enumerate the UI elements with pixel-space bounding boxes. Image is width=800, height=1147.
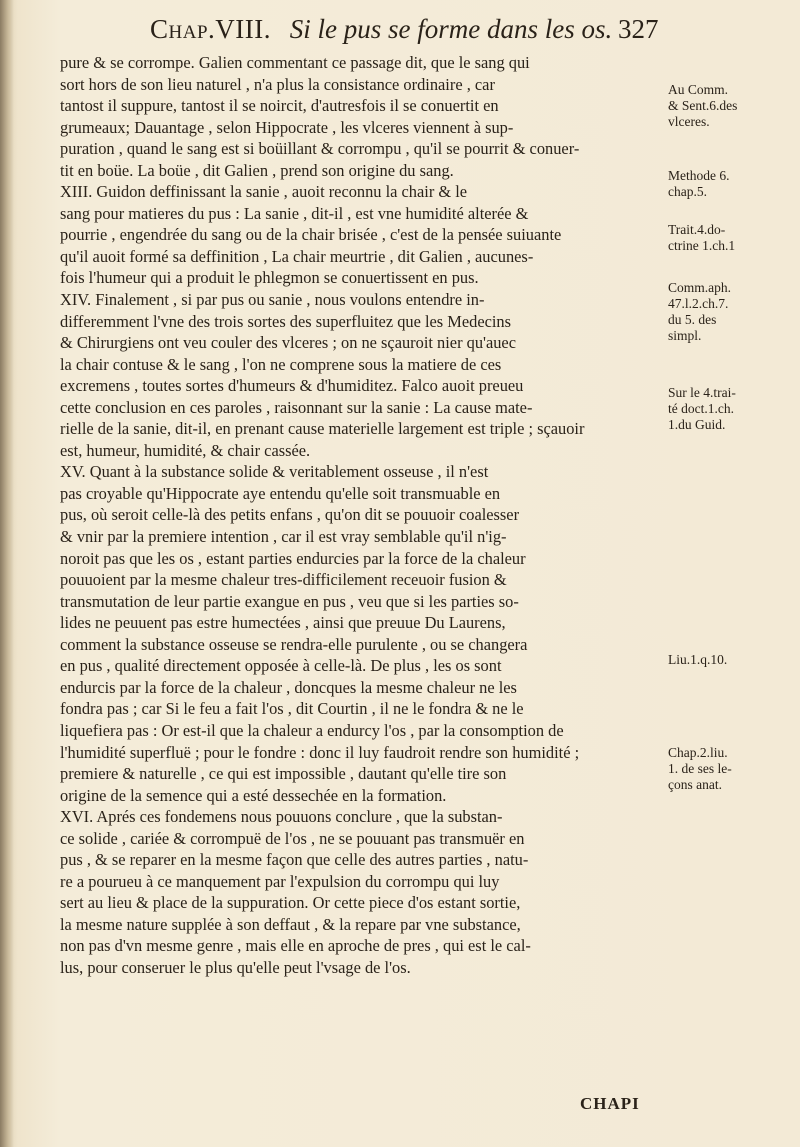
margin-note: Chap.2.liu. 1. de ses le- çons anat.	[668, 745, 732, 792]
text-line: XV. Quant à la substance solide & veritablement osseuse , il n'est	[60, 462, 489, 482]
margin-note: Trait.4.do- ctrine 1.ch.1	[668, 222, 736, 253]
catchword: CHAPI	[580, 1094, 640, 1113]
text-line: excremens , toutes sortes d'humeurs & d'humiditez. Falco auoit preueu	[60, 376, 524, 396]
text-line: endurcis par la force de la chaleur , doncques la mesme chaleur ne les	[60, 677, 517, 697]
text-line: ce solide , cariée & corrompuë de l'os , ne se pouuant pas transmuër en	[60, 828, 525, 848]
margin-note: Comm.aph. 47.l.2.ch.7. du 5. des simpl.	[668, 280, 731, 343]
text-line: XVI. Aprés ces fondemens nous pouuons conclure , que la substan-	[60, 807, 503, 827]
text-line: lides ne peuuent pas estre humectées , ainsi que preuue Du Laurens,	[60, 613, 506, 633]
text-line: tantost il suppure, tantost il se noircit, d'autresfois il se conuertit en	[60, 96, 499, 116]
text-line: rielle de la sanie, dit-il, en prenant cause materielle largement est triple ; sçauoir	[60, 419, 585, 439]
text-line: XIII. Guidon deffinissant la sanie , auoit reconnu la chair & le	[60, 182, 468, 202]
page-gutter	[0, 0, 14, 1147]
running-header	[150, 14, 670, 54]
text-line: origine de la semence qui a esté dessechée en la formation.	[60, 785, 447, 805]
text-line: sort hors de son lieu naturel , n'a plus la consistance ordinaire , car	[60, 74, 495, 94]
text-line: re a pourueu à ce manquement par l'expulsion du corrompu qui luy	[60, 871, 500, 891]
margin-note: Sur le 4.trai- té doct.1.ch. 1.du Guid.	[668, 385, 736, 432]
chapter-label: Chap.VIII.	[150, 14, 271, 44]
text-line: comment la substance osseuse se rendra-elle purulente , ou se changera	[60, 634, 528, 654]
text-line: la chair contuse & le sang , l'on ne comprene sous la matiere de ces	[60, 354, 502, 374]
text-line: pure & se corrompe. Galien commentant ce passage dit, que le sang qui	[60, 53, 530, 72]
text-line: qu'il auoit formé sa deffinition , La chair meurtrie , dit Galien , aucunes-	[60, 246, 534, 266]
text-line: differemment l'vne des trois sortes des superfluitez que les Medecins	[60, 311, 511, 331]
chapter-title: Si le pus se forme dans les os.	[289, 14, 613, 44]
text-line: en pus , qualité directement opposée à celle-là. De plus , les os sont	[60, 656, 502, 676]
text-line: puration , quand le sang est si boüillant & corrompu , qu'il se pourrit & conuer-	[60, 139, 580, 159]
margin-note: Methode 6. chap.5.	[668, 168, 730, 199]
margin-note: Liu.1.q.10.	[668, 652, 728, 667]
margin-note: Au Comm. & Sent.6.des vlceres.	[668, 82, 738, 129]
text-line: lus, pour conseruer le plus qu'elle peut l'vsage de l'os.	[60, 957, 411, 977]
text-line: premiere & naturelle , ce qui est impossible , dautant qu'elle tire son	[60, 764, 507, 784]
text-line: liquefiera pas : Or est-il que la chaleur a endurcy l'os , par la consomption de	[60, 720, 564, 740]
text-line: sert au lieu & place de la suppuration. Or cette piece d'os estant sortie,	[60, 893, 521, 913]
text-line: l'humidité superfluë ; pour le fondre : donc il luy faudroit rendre son humidité ;	[60, 742, 580, 762]
text-line: XIV. Finalement , si par pus ou sanie , nous voulons entendre in-	[60, 290, 485, 310]
text-line: pas croyable qu'Hippocrate aye entendu qu'elle soit transmuable en	[60, 483, 501, 503]
text-line: pus, où seroit celle-là des petits enfans , qu'on dit se pouuoir coalesser	[60, 505, 520, 525]
text-line: & Chirurgiens ont veu couler des vlceres ; on ne sçauroit nier qu'auec	[60, 333, 516, 353]
text-line: non pas d'vn mesme genre , mais elle en aproche de pres , qui est le cal-	[60, 936, 531, 956]
text-line: sang pour matieres du pus : La sanie , dit-il , est vne humidité alterée &	[60, 203, 529, 223]
text-line: pouuoient par la mesme chaleur tres-difficilement receuoir fusion &	[60, 570, 507, 590]
text-line: fondra pas ; car Si le feu a fait l'os , dit Courtin , il ne le fondra & ne le	[60, 699, 524, 719]
text-line: la mesme nature supplée à son deffaut , & la repare par vne substance,	[60, 914, 521, 934]
text-line: pus , & se reparer en la mesme façon que celle des autres parties , natu-	[60, 850, 529, 870]
text-line: transmutation de leur partie exangue en pus , veu que si les parties so-	[60, 591, 519, 611]
text-line: grumeaux; Dauantage , selon Hippocrate , les vlceres viennent à sup-	[60, 117, 514, 137]
text-line: pourrie , engendrée du sang ou de la chair brisée , c'est de la pensée suiuante	[60, 225, 562, 245]
text-line: & vnir par la premiere intention , car il est vray semblable qu'il n'ig-	[60, 527, 507, 547]
page-number: 327	[618, 14, 659, 44]
text-line: est, humeur, humidité, & chair cassée.	[60, 440, 311, 460]
text-line: noroit pas que les os , estant parties endurcies par la force de la chaleur	[60, 548, 526, 568]
text-line: fois l'humeur qui a produit le phlegmon se conuertissent en pus.	[60, 268, 479, 288]
body-text	[60, 52, 660, 979]
text-line: tit en boüe. La boüe , dit Galien , prend son origine du sang.	[60, 160, 454, 180]
text-line: cette conclusion en ces paroles , raisonnant sur la sanie : La cause mate-	[60, 397, 533, 417]
